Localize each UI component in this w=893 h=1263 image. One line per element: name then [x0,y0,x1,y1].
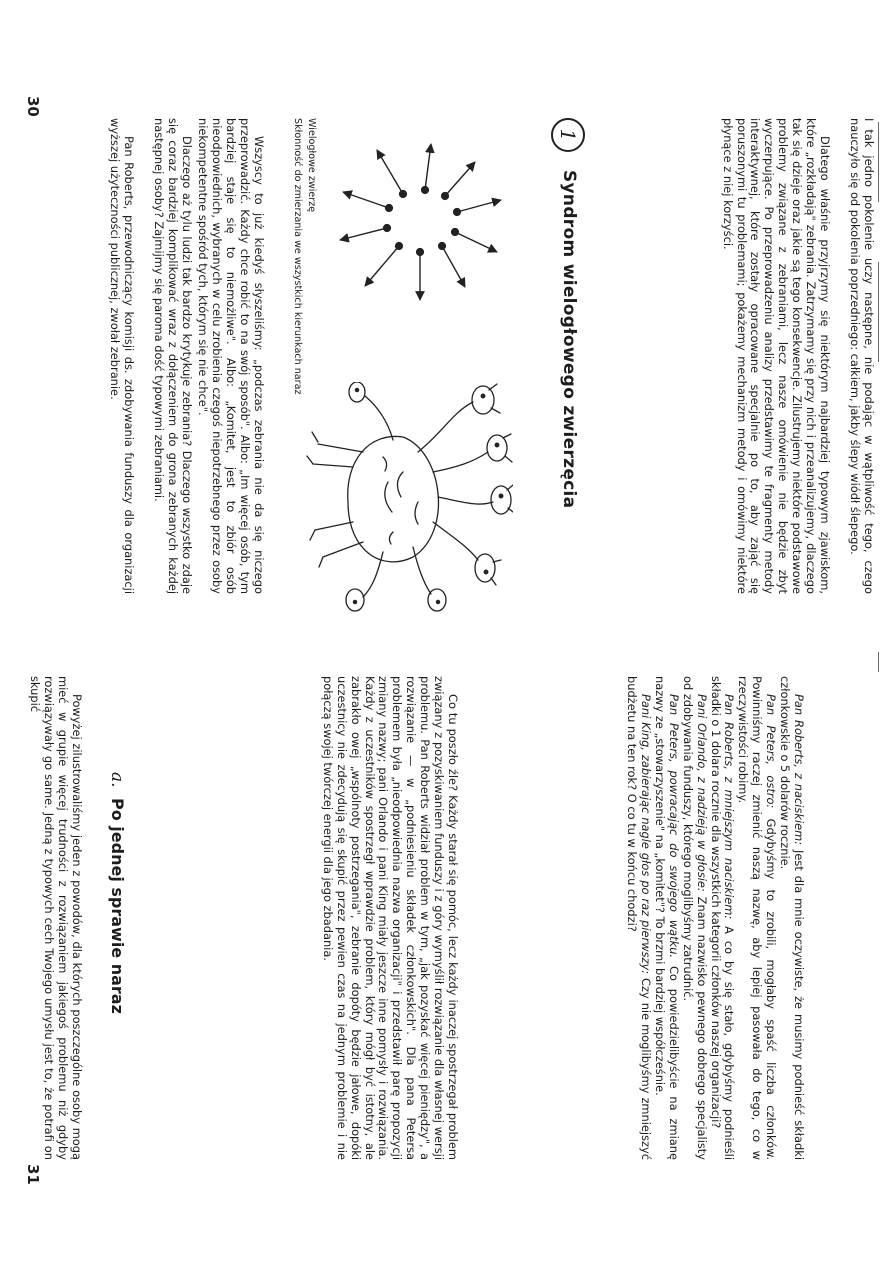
intro-paragraph [847,118,875,594]
speech: Gdybyśmy to zrobili, mogłaby spaść liczba członków. Powinniśmy raczej zmienić naszą nazwę, aby lepiej pasowała do tego, co w rzeczywistości robimy. [736,676,779,1161]
paragraph [27,676,83,1160]
paragraph-text: Dlaczego aż tylu ludzi tak bardzo krytykuje zebrania? Dlaczego wszystko zdaje się coraz bardziej komplikować wraz z dołączeniem do grona zebranych każdej następnej osoby? Zajmijmy się paroma dość typowymi zebraniami. [152,118,194,594]
paragraph-text: Wszyscy to już kiedyś słyszeliśmy: „podczas zebrania nie da się niczego przeprowadzić. Każdy chce robić to na swój sposób". Albo: „Im więcej osób, tym bardziej staje się to niemożliwe". Albo: „Komitet, jest to zbiór osób nieodpowiednich, wybranych w celu zrobienia czegoś niepotrzebnego przez osoby niekompetentne spośród tych, którym się nie chce". [196,118,266,594]
speech: Co powiedzielibyście na zmianę nazwy ze „stowarzyszenie" na „komitet"? To brzmi bardziej współcześnie. [652,676,681,1160]
figure-caption-text: Skłonność do zmierzania we wszystkich kierunkach naraz [292,118,303,395]
many-headed-animal-cartoon [303,382,513,612]
chapter-number: 1 [551,118,585,152]
figure-caption-title: Wielogłowe zwierzę [306,118,317,213]
speech: A co by się stało, gdybyśmy podnieśli składki o 1 dolara rocznie dla wszystkich kategorii członków naszej organizacji? [708,676,737,1160]
dialogue-line [777,676,805,1160]
paragraph [107,118,135,594]
speech: Czy nie moglibyśmy zmniejszyć budżetu na ten rok? O co tu w końcu chodzi? [625,676,654,1160]
dialogue-block [624,676,805,1160]
paragraph-text: Co tu poszło źle? Każdy starał się pomóc, lecz każdy inaczej spostrzegał problem związany z pozyskiwaniem funduszy i z góry wymyślił rozwiązanie dla własnej wersji problemu. Pan Roberts widział problem w tym, „jak pozyskać więcej pieniędzy", a rozwiązanie — w „podniesieniu składek członkowskich". Dla pana Petersa problemem była „nieodpowiednia nazwa organizacji" i przedstawił parę propozycji zmiany nazwy; pani Orlando i pani King miały jeszcze inne pomysły i rozwiązania. Każdy z uczestników spostrzegł wprawdzie problem, który mógł być istotny, ale zabrakło owej „wspólnoty postrzegania", zebranie dopóty będzie jałowe, dopóki uczestnicy nie zdecydują się skupić przez pewien czas na jednym problemie i nie połączą swojej twórczej energii dla jego zbadania. [320,676,460,1160]
speaker: Pan Roberts, z mniejszym naciskiem: [722,694,737,920]
paragraph-text: Powyżej zilustrowaliśmy jeden z powodów, dla których poszczególne osoby mogą mieć w grupie więcej trudności z rozwiązaniem jakiegoś problemu niż gdyby rozwiązywały go same. Jedną z typowych cech Twojego umysłu jest to, że potrafi on skupić [28,676,84,1160]
top-rule [878,262,879,362]
multi-direction-arrows-diagram [325,122,515,322]
dialogue-line [708,676,736,1160]
analysis-paragraph [320,676,459,1160]
speaker: Pani Orlando, z nadzieją w głosie: [694,694,709,892]
paragraph [195,118,265,594]
paragraph [151,118,193,594]
paragraph-text: Pan Roberts, przewodniczący komisji ds. zdobywania funduszy dla organizacji wyższej użyteczności publicznej, zwołał zebranie. [108,118,136,594]
speech: Jest dla mnie oczywiste, że musimy podnieść składki członkowskie o 5 dolarów rocznie. [778,676,806,1160]
section-title: Po jednej sprawie naraz [108,798,127,1014]
speaker: Pani King, zabierając nagle głos po raz pierwszy: [639,694,654,975]
left-page [0,0,893,630]
speaker: Pan Peters, powracając do swojego wątku. [666,694,681,959]
dialogue-line [652,676,680,1160]
intro-text: I tak jedno pokolenie uczy następne, nie podając w wątpliwość tego, czego nauczyło się od pokolenia poprzedniego: całkiem, jakby ślepy wiódł ślepego. [848,118,876,594]
speaker: Pan Peters, ostro: [764,694,779,809]
dialogue-line [624,676,652,1160]
section-letter: a. [107,772,127,788]
top-rule [878,122,879,202]
chapter-title: Syndrom wielogłowego zwierzęcia [559,170,579,509]
page-gutter [0,630,893,631]
page-number: 31 [24,1164,42,1185]
paragraph-text: Dlatego właśnie przyjrzymy się niektórym najbardziej typowym zjawiskom, które „rozkładają" zebrania. Zatrzymamy się przy nich i przeanalizujemy, dlaczego tak się dzieje oraz jakie są tego konsekwencje. Zilustrujemy niektóre podstawowe problemy związane z zebraniami, lecz nasze omówienie nie będzie zbyt wyczerpujące. Po przeprowadzeniu analizy przedstawimy te fragmenty metody interaktywnej, które zostały opracowane specjalnie po to, aby zająć się poruszonymi tu problemami; pokażemy mechanizm metody i omówimy niektóre płynące z niej korzyści. [720,118,832,594]
dialogue-line [680,676,708,1160]
right-page [0,632,893,1263]
dialogue-line [735,676,777,1160]
speaker: Pan Roberts, z naciskiem: [792,694,806,846]
page-number: 30 [24,96,42,117]
top-rule [878,652,879,672]
speech: Znam nazwisko pewnego dobrego specjalisty od zdobywania funduszy, którego moglibyśmy zatrudnić. [680,676,709,1161]
paragraph [720,118,831,594]
